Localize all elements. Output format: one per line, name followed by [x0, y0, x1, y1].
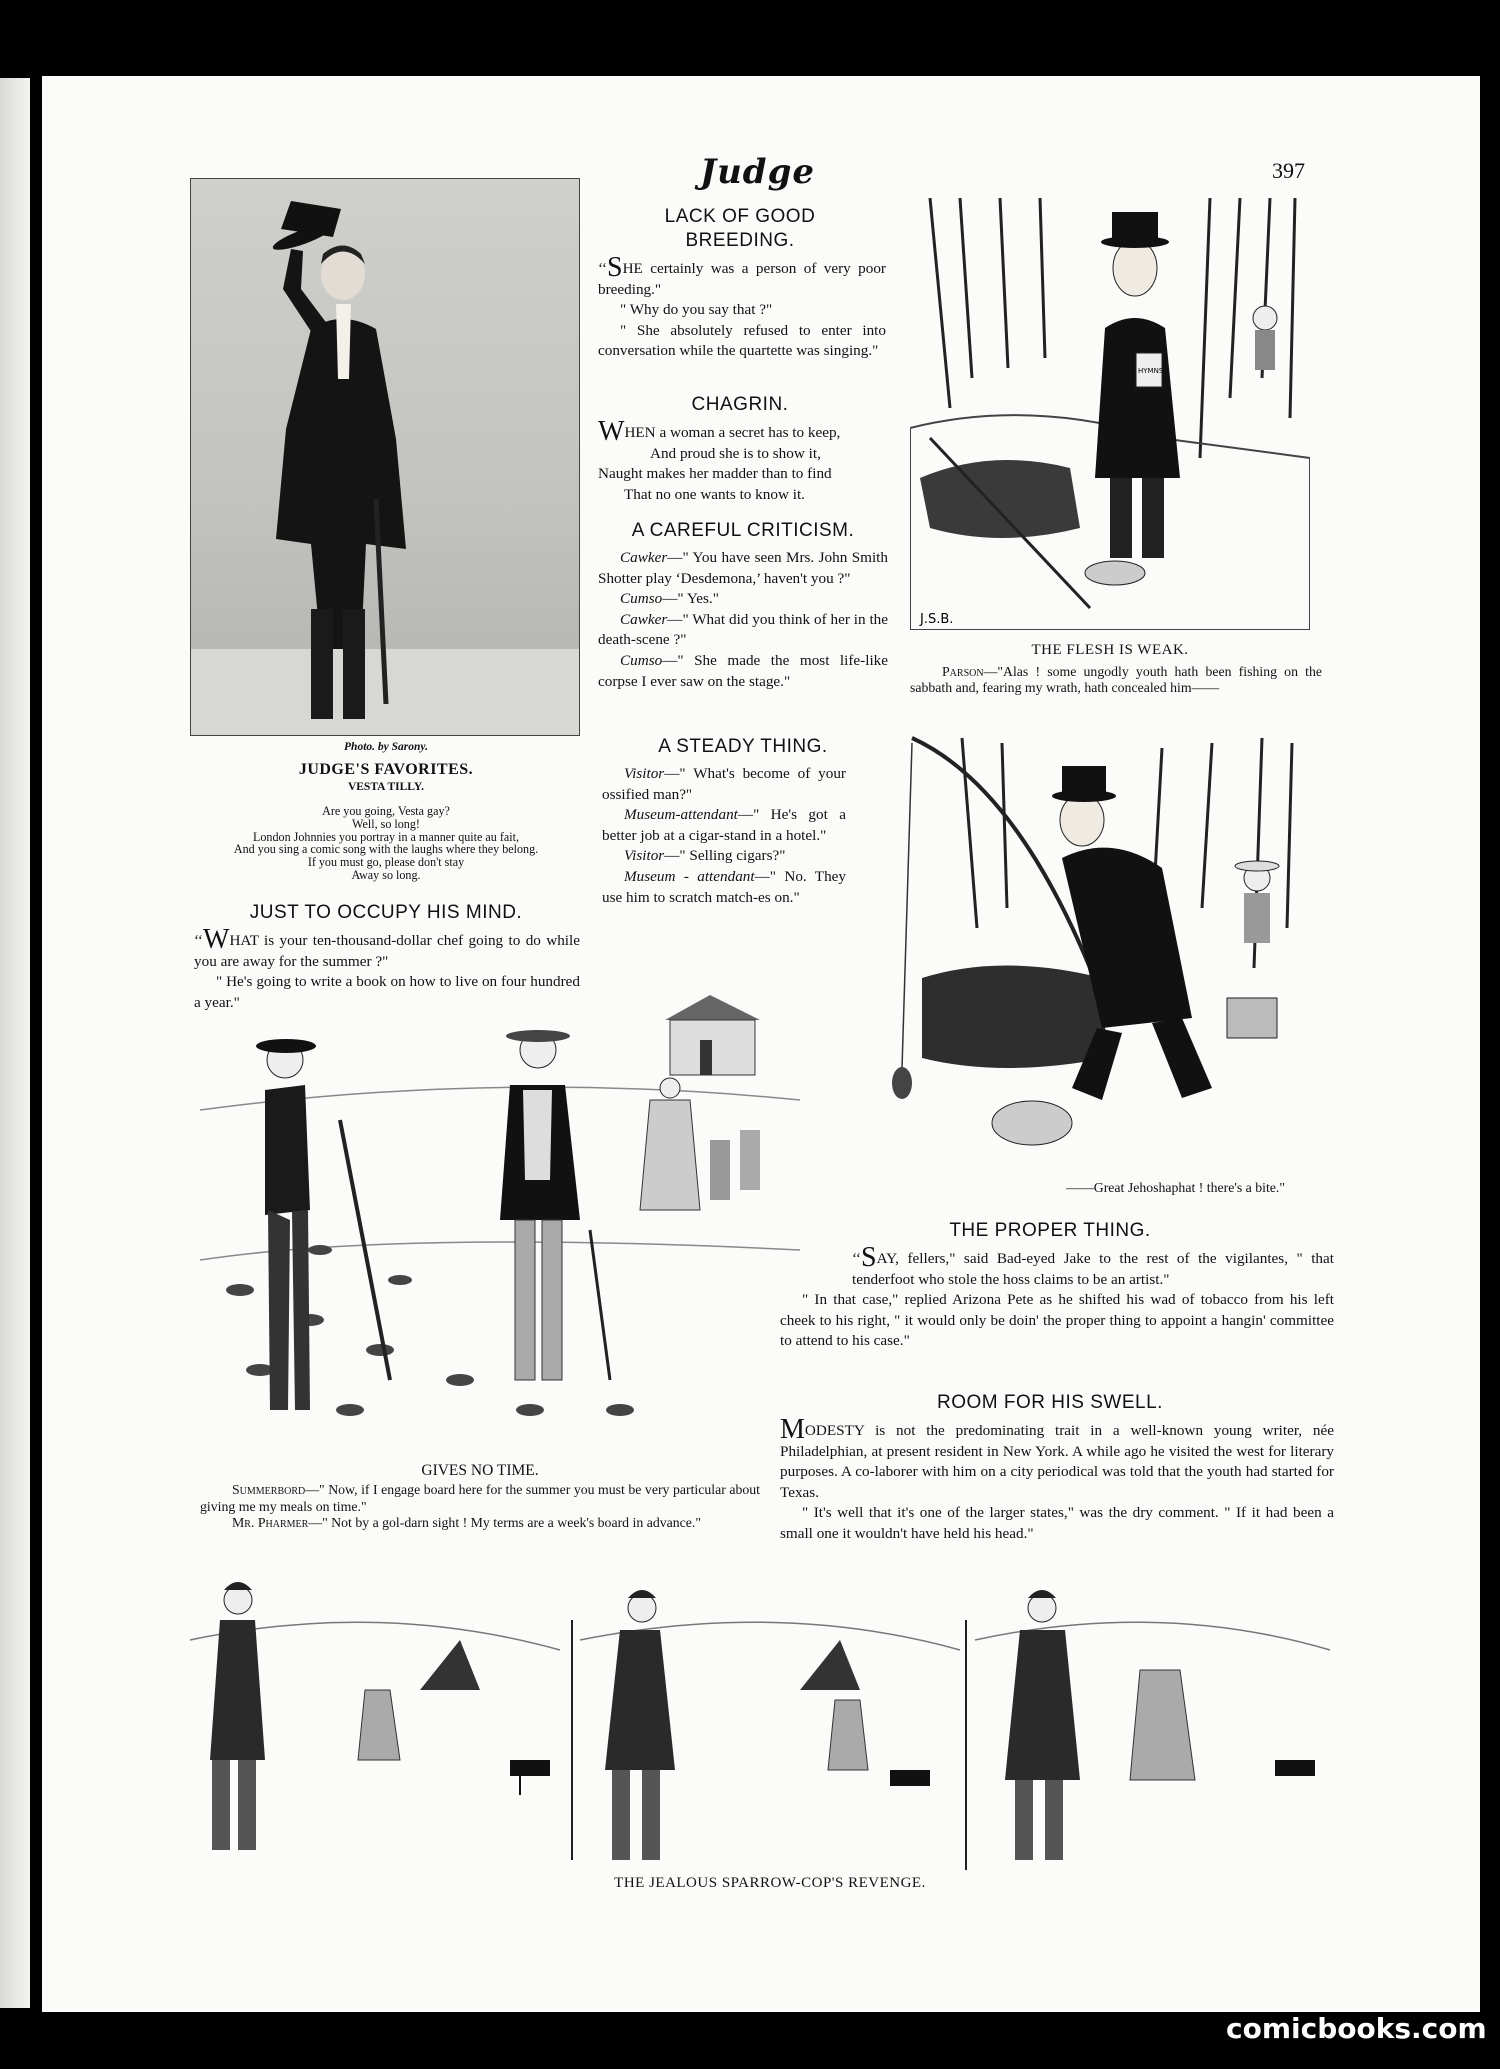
- paragraph: AY, fellers," said Bad-eyed Jake to the rest of the vigilantes, " that tenderfoot who stole the hoss claims to be an artist.": [852, 1250, 1334, 1288]
- speaker: Museum-attendant: [624, 806, 738, 824]
- drop-cap: W: [598, 416, 625, 447]
- open-quote: ‘‘: [852, 1250, 861, 1267]
- proper-thing-title: THE PROPER THING.: [949, 1220, 1151, 1241]
- poem-line: HEN a woman a secret has to keep,: [624, 424, 841, 441]
- occupy-mind-title: JUST TO OCCUPY HIS MIND.: [249, 902, 523, 923]
- verse-line: Well, so long!: [352, 816, 420, 831]
- parson-illustration-1: [910, 198, 1310, 630]
- paragraph: ODESTY is not the predominating trait in a well-known young writer, née Philadelphian, at present resident in New York. A while ago he visited the west for literary purposes. A co-laborer with him on a city periodical was told that the youth had started for Texas.: [780, 1422, 1334, 1501]
- paragraph: " It's well that it's one of the larger states," was the dry comment. " If it had been a small one it wouldn't have held his head.": [780, 1504, 1334, 1542]
- speech: —" Selling cigars?": [664, 847, 786, 865]
- watermark: comicbooks.com: [1226, 2012, 1487, 2045]
- favorites-verse: [190, 805, 582, 882]
- page-number: 397: [1272, 158, 1305, 183]
- speaker: Cawker: [620, 610, 668, 628]
- paragraph: " Why do you say that ?": [620, 301, 773, 319]
- vesta-tilly-photo: [190, 178, 580, 736]
- hymns-label: HYMNS: [1138, 367, 1164, 375]
- masthead: Judge: [700, 152, 815, 192]
- steady-thing-title: A STEADY THING.: [658, 736, 828, 757]
- verse-line: London Johnnies you portray in a manner quite au fait,: [253, 829, 519, 844]
- flesh-weak-caption: [910, 664, 1322, 696]
- speech: —" He's got a better job at a cigar-stand in a hotel.": [602, 806, 846, 844]
- speaker: Visitor: [624, 765, 665, 782]
- proper-thing-body: [780, 1242, 1334, 1352]
- gives-no-time-title: GIVES NO TIME.: [421, 1462, 539, 1479]
- lack-breeding-title-1: LACK OF GOOD: [664, 206, 816, 227]
- open-quote: ‘‘: [598, 260, 607, 277]
- speaker: Summerbord: [232, 1482, 306, 1497]
- favorites-subtitle: VESTA TILLY.: [347, 780, 425, 793]
- speaker: Parson: [942, 664, 984, 679]
- speech: —" What's become of your ossified man?": [602, 765, 846, 803]
- speech: —"Alas ! some ungodly youth hath been fishing on the sabbath and, fearing my wrath, hath concealed him——: [910, 664, 1322, 695]
- speech: —" What did you think of her in the death-scene ?": [598, 610, 888, 649]
- photo-credit: Photo. by Sarony.: [344, 741, 428, 753]
- paragraph: " She absolutely refused to enter into conversation while the quartette was singing.": [598, 321, 886, 360]
- speech: —" Now, if I engage board here for the summer you must be very particular about giving me my meals on time.": [200, 1482, 760, 1514]
- speaker: Museum - attendant: [624, 867, 755, 885]
- speech: —" You have seen Mrs. John Smith Shotter play ‘Desdemona,’ haven't you ?": [598, 549, 888, 587]
- careful-criticism-body: [598, 548, 888, 692]
- lack-breeding-title-2: BREEDING.: [685, 230, 795, 251]
- flesh-weak-caption-2: ——Great Jehoshaphat ! there's a bite.": [1066, 1180, 1285, 1195]
- open-quote: ‘‘: [194, 932, 203, 949]
- verse-line: Are you going, Vesta gay?: [322, 804, 450, 818]
- paragraph: " In that case," replied Arizona Pete as he shifted his wad of tobacco from his left cheek to his right, " it would only be doin' the proper thing to appoint a hangin' committee to attend to his case.": [780, 1291, 1334, 1350]
- paragraph: HAT is your ten-thousand-dollar chef going to do while you are away for the summer ?": [194, 932, 580, 970]
- chagrin-title: CHAGRIN.: [691, 394, 789, 415]
- room-swell-body: [780, 1414, 1334, 1545]
- speech: —" No. They use him to scratch match-es on.": [602, 867, 846, 906]
- drop-cap: S: [861, 1242, 877, 1273]
- speaker: Cawker: [620, 549, 668, 566]
- steady-thing-body: [602, 764, 846, 908]
- poem-line: That no one wants to know it.: [624, 485, 805, 503]
- strip-caption: THE JEALOUS SPARROW-COP'S REVENGE.: [614, 1875, 926, 1891]
- sparrow-cop-strip: [180, 1560, 1340, 1880]
- speech: —" She made the most life-like corpse I ever saw on the stage.": [598, 651, 888, 690]
- book-spine: [0, 78, 30, 2008]
- speaker: Mr. Pharmer: [232, 1515, 309, 1530]
- poem-line: Naught makes her madder than to find: [598, 465, 832, 483]
- careful-criticism-title: A CAREFUL CRITICISM.: [631, 520, 855, 541]
- room-swell-title: ROOM FOR HIS SWELL.: [937, 1392, 1163, 1413]
- speaker: Cumso: [620, 590, 663, 608]
- verse-line: If you must go, please don't stay: [307, 855, 465, 870]
- paragraph: HE certainly was a person of very poor breeding.": [598, 260, 886, 298]
- drop-cap: S: [607, 252, 623, 283]
- poem-line: And proud she is to show it,: [650, 444, 821, 462]
- parson-illustration-2: [882, 728, 1314, 1180]
- lack-breeding-body: [598, 252, 886, 362]
- drop-cap: W: [203, 924, 230, 955]
- paragraph: " He's going to write a book on how to live on four hundred a year.": [194, 973, 580, 1011]
- speech: —" Yes.": [662, 590, 719, 608]
- speaker: Cumso: [620, 651, 663, 669]
- drop-cap: M: [780, 1414, 805, 1445]
- artist-signature: J.S.B.: [920, 612, 954, 627]
- farm-illustration: [200, 990, 800, 1460]
- chagrin-poem: [598, 416, 886, 505]
- gives-no-time-caption: [200, 1482, 760, 1532]
- speaker: Visitor: [624, 847, 665, 865]
- favorites-title: JUDGE'S FAVORITES.: [298, 760, 474, 778]
- speech: —" Not by a gol-darn sight ! My terms are a week's board in advance.": [308, 1515, 701, 1530]
- flesh-weak-title: THE FLESH IS WEAK.: [1031, 642, 1189, 658]
- verse-line: Away so long.: [351, 867, 421, 882]
- verse-line: And you sing a comic song with the laughs where they belong.: [233, 842, 539, 857]
